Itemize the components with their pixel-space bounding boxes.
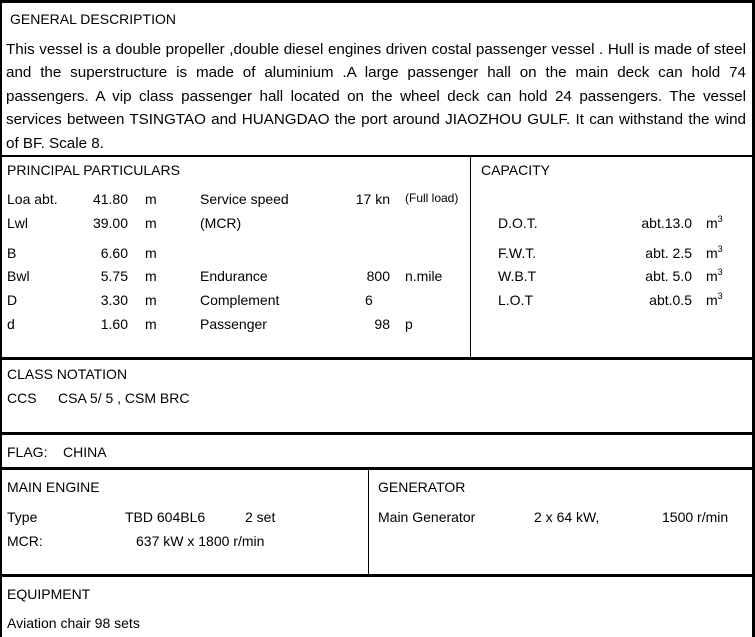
particular-value: 1.60	[100, 316, 128, 332]
divider	[0, 574, 755, 577]
performance-label-mcr: (MCR)	[200, 215, 242, 231]
particular-unit: m	[145, 191, 157, 207]
engine-mcr-value: 637 kW x 1800 r/min	[136, 533, 265, 549]
capacity-unit-exponent: 3	[717, 267, 723, 277]
top-border	[0, 0, 755, 3]
capacity-label: D.O.T.	[498, 215, 538, 231]
capacity-unit-exponent: 3	[717, 244, 723, 254]
capacity-value: abt.0.5	[649, 292, 692, 308]
performance-label: Complement	[200, 292, 280, 308]
generator-label: Main Generator	[378, 509, 476, 525]
capacity-unit-exponent: 3	[717, 214, 723, 224]
engine-type-label: Type	[7, 509, 38, 525]
class-notation-value: CSA 5/ 5 , CSM BRC	[58, 390, 190, 406]
divider	[0, 432, 755, 435]
general-description-heading: GENERAL DESCRIPTION	[10, 11, 176, 27]
particular-unit: m	[145, 268, 157, 284]
particular-unit: m	[145, 316, 157, 332]
capacity-unit: m	[706, 245, 718, 261]
engine-mcr-label: MCR:	[7, 533, 43, 549]
performance-label: Service speed	[200, 191, 289, 207]
left-border	[0, 0, 2, 637]
particular-unit: m	[145, 215, 157, 231]
particular-label: Lwl	[7, 215, 29, 231]
class-notation-heading: CLASS NOTATION	[7, 366, 128, 382]
particular-value: 6.60	[100, 245, 128, 261]
capacity-value: abt. 5.0	[645, 268, 692, 284]
engine-quantity: 2 set	[245, 509, 276, 525]
particular-value: 39.00	[92, 215, 128, 231]
equipment-heading: EQUIPMENT	[7, 586, 91, 602]
particular-unit: m	[145, 292, 157, 308]
capacity-value: abt. 2.5	[645, 245, 692, 261]
performance-label: Endurance	[200, 268, 268, 284]
performance-value: 800	[366, 268, 390, 284]
equipment-item: Aviation chair 98 sets	[7, 615, 140, 631]
capacity-unit: m	[706, 215, 718, 231]
performance-unit: (Full load)	[405, 191, 459, 205]
principal-particulars-heading: PRINCIPAL PARTICULARS	[7, 162, 180, 178]
capacity-value: abt.13.0	[641, 215, 692, 231]
divider	[0, 155, 755, 157]
capacity-unit: m	[706, 292, 718, 308]
main-engine-heading: MAIN ENGINE	[7, 479, 100, 495]
engine-type-value: TBD 604BL6	[125, 509, 206, 525]
generator-speed: 1500 r/min	[662, 509, 729, 525]
particular-label: d	[7, 316, 15, 332]
capacity-unit-exponent: 3	[717, 291, 723, 301]
generator-heading: GENERATOR	[378, 479, 466, 495]
performance-value: 17 kn	[355, 191, 390, 207]
performance-value: 6	[365, 292, 373, 308]
class-society: CCS	[7, 390, 37, 406]
flag-value: CHINA	[63, 444, 107, 460]
general-description-text: This vessel is a double propeller ,double diesel engines driven costal passenger vessel . Hull is made of steel and the superstructure is made of aluminium .A large passenger hall on the main deck can hold 74 passengers. A vip class passenger hall located on the wheel deck can hold 24 passengers. The vessel services between TSINGTAO and HUANGDAO the port around JIAOZHOU GULF. It can withstand the wind of BF. Scale 8.	[6, 41, 746, 152]
flag-label: FLAG:	[7, 444, 48, 460]
capacity-heading: CAPACITY	[481, 162, 550, 178]
particular-unit: m	[145, 245, 157, 261]
divider	[0, 467, 755, 470]
divider	[0, 357, 755, 360]
capacity-label: W.B.T	[498, 268, 537, 284]
particular-label: Bwl	[7, 268, 30, 284]
particular-value: 5.75	[100, 268, 128, 284]
column-divider	[368, 469, 369, 575]
particular-value: 3.30	[100, 292, 128, 308]
particular-label: Loa abt.	[7, 191, 58, 207]
capacity-label: F.W.T.	[498, 245, 537, 261]
column-divider	[470, 156, 471, 358]
performance-unit: p	[405, 316, 413, 332]
performance-label: Passenger	[200, 316, 267, 332]
particular-label: D	[7, 292, 18, 308]
generator-power: 2 x 64 kW,	[534, 509, 600, 525]
capacity-unit: m	[706, 268, 718, 284]
particular-value: 41.80	[92, 191, 128, 207]
capacity-label: L.O.T	[498, 292, 534, 308]
particular-label: B	[7, 245, 17, 261]
performance-unit: n.mile	[405, 268, 443, 284]
performance-value: 98	[374, 316, 390, 332]
